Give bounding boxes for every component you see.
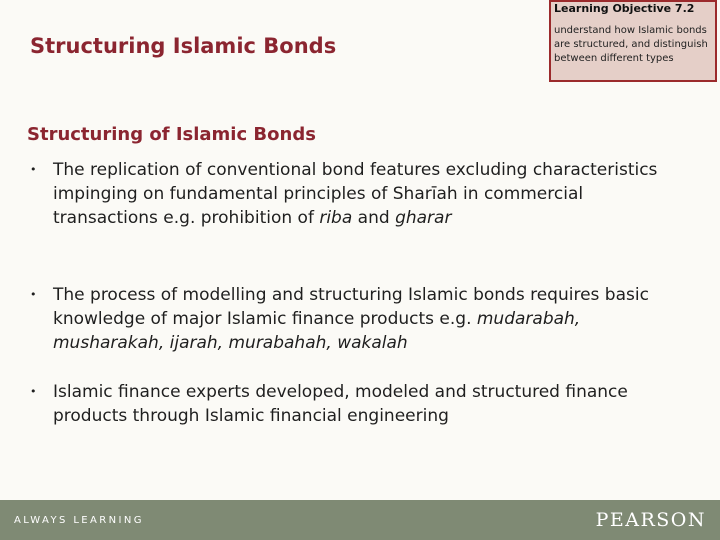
bullet-text: [53, 283, 670, 355]
section-heading: Structuring of Islamic Bonds: [27, 124, 316, 145]
bullet-item-1: [30, 158, 670, 230]
bullet-text-plain: The process of modelling and structuring Islamic bonds requires basic knowledge of major Islamic finance products e.g.: [53, 285, 649, 329]
bullet-item-2: [30, 283, 670, 355]
learning-objective-text: understand how Islamic bonds are structured, and distinguish between different types: [554, 25, 708, 64]
footer-tagline: ALWAYS LEARNING: [14, 515, 144, 526]
bullet-text-plain: and: [352, 208, 396, 228]
publisher-logo: PEARSON: [595, 509, 706, 531]
learning-objective-box: [549, 0, 717, 82]
bullet-text-italic: gharar: [395, 208, 452, 228]
bullet-item-3: [30, 380, 670, 428]
footer-bar: [0, 500, 720, 540]
bullet-text-italic: mudarabah, musharakah, ijarah, murabahah, wakalah: [53, 309, 581, 353]
bullet-dot: •: [30, 163, 37, 176]
learning-objective-title: Learning Objective 7.2: [554, 2, 695, 15]
bullet-text: [53, 158, 670, 230]
slide-title: Structuring Islamic Bonds: [30, 34, 337, 58]
bullet-text-italic: riba: [319, 208, 353, 228]
bullet-text: Islamic finance experts developed, modeled and structured finance products through Islamic financial engineering: [53, 382, 628, 426]
bullet-text-plain: The replication of conventional bond features excluding characteristics impinging on fundamental principles of Sharīah in commercial transactions e.g. prohibition of: [53, 160, 658, 228]
bullet-dot: •: [30, 288, 37, 301]
bullet-dot: •: [30, 385, 37, 398]
